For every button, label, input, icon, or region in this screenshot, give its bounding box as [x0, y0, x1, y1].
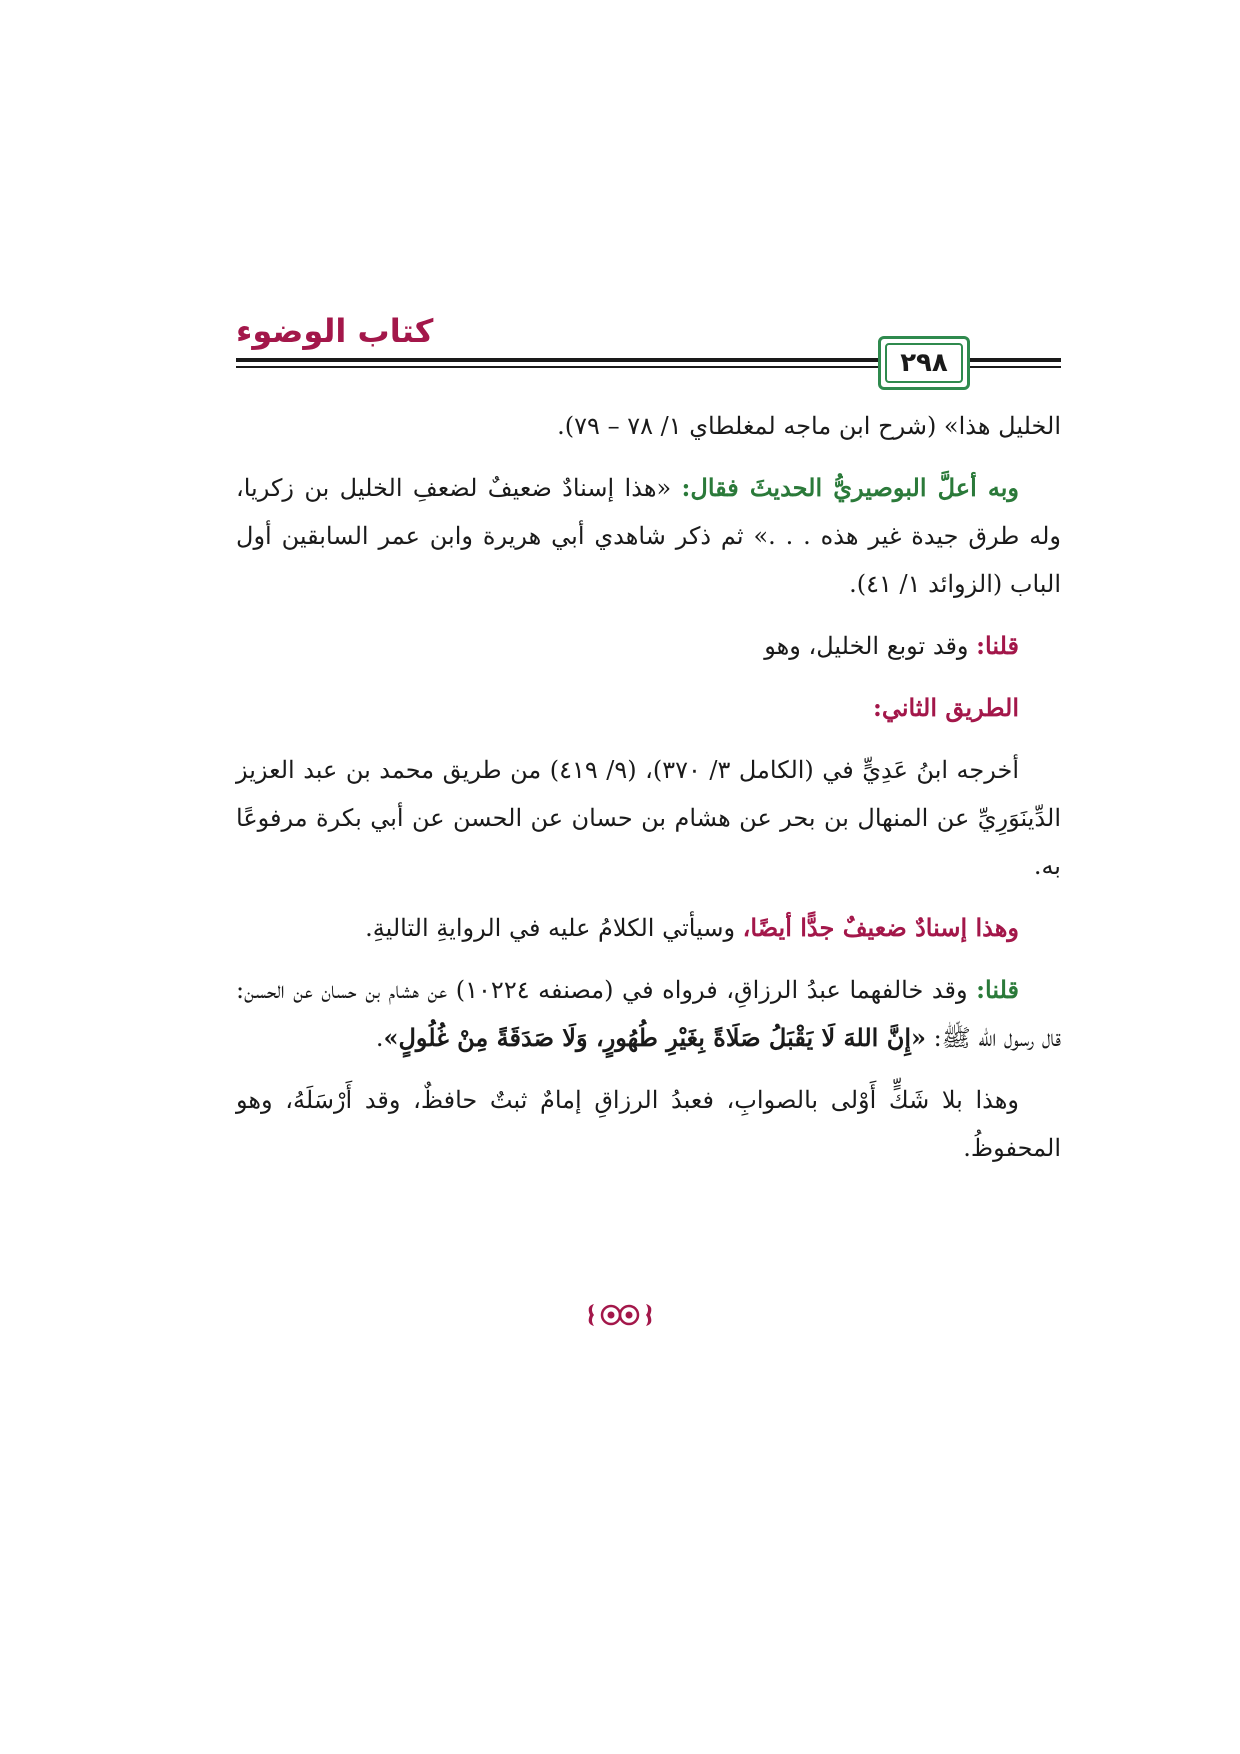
paragraph-2-text: «هذا إسنادٌ ضعيفٌ لضعفِ الخليل بن زكريا، وله طرق جيدة غير هذه . . .» ثم ذكر شاهدي أبي هريرة وابن عمر السابقين أول الباب (الزوائد ١/ ٤١). [236, 474, 1061, 598]
paragraph-6-lead: وهذا إسنادٌ ضعيفٌ جدًّا أيضًا، [742, 913, 1019, 942]
paragraph-6 [236, 904, 1061, 952]
paragraph-3-text: وقد توبع الخليل، وهو [764, 632, 977, 660]
running-header-title: كتاب الوضوء [236, 312, 434, 350]
hadith-quote: «إِنَّ اللهَ لَا يَقْبَلُ صَلَاةً بِغَيْرِ طُهُورٍ، وَلَا صَدَقَةً مِنْ غُلُولٍ» [383, 1023, 926, 1052]
page-body [236, 402, 1061, 1172]
page-number: ٢٩٨ [885, 343, 963, 383]
section-heading-text: الطريق الثاني: [872, 693, 1019, 722]
paragraph-5 [236, 746, 1061, 890]
paragraph-7-end: . [375, 1024, 384, 1052]
paragraph-1-text: الخليل هذا» (شرح ابن ماجه لمغلطاي ١/ ٧٨ – ٧٩). [557, 412, 1061, 440]
paragraph-7-text: وقد خالفهما عبدُ الرزاقِ، فرواه في (مصنفه ١٠٢٢٤) عن هشام بن حسان عن الحسن: قال رسول الله ﷺ: [236, 976, 1061, 1052]
paragraph-7 [236, 966, 1061, 1062]
page-number-frame [878, 336, 970, 390]
end-ornament-icon [584, 1300, 656, 1330]
paragraph-8 [236, 1076, 1061, 1172]
paragraph-6-text: وسيأتي الكلامُ عليه في الروايةِ التاليةِ. [365, 914, 743, 942]
paragraph-3-lead: قلنا: [976, 631, 1019, 660]
section-heading [236, 684, 1061, 732]
paragraph-3 [236, 622, 1061, 670]
paragraph-5-text: أخرجه ابنُ عَدِيٍّ في (الكامل ٣/ ٣٧٠)، (٩/ ٤١٩) من طريق محمد بن عبد العزيز الدِّينَوَرِيِّ عن المنهال بن بحر عن هشام بن حسان عن الحسن عن أبي بكرة مرفوعًا به. [236, 756, 1061, 880]
paragraph-2-lead: وبه أعلَّ البوصيريُّ الحديثَ فقال: [681, 473, 1019, 502]
paragraph-7-lead: قلنا: [976, 975, 1019, 1004]
paragraph-2 [236, 464, 1061, 608]
paragraph-1 [236, 402, 1061, 450]
paragraph-8-text: وهذا بلا شَكٍّ أَوْلى بالصوابِ، فعبدُ الرزاقِ إمامٌ ثبتٌ حافظٌ، وقد أَرْسَلَهُ، وهو المحفوظُ. [236, 1086, 1061, 1162]
